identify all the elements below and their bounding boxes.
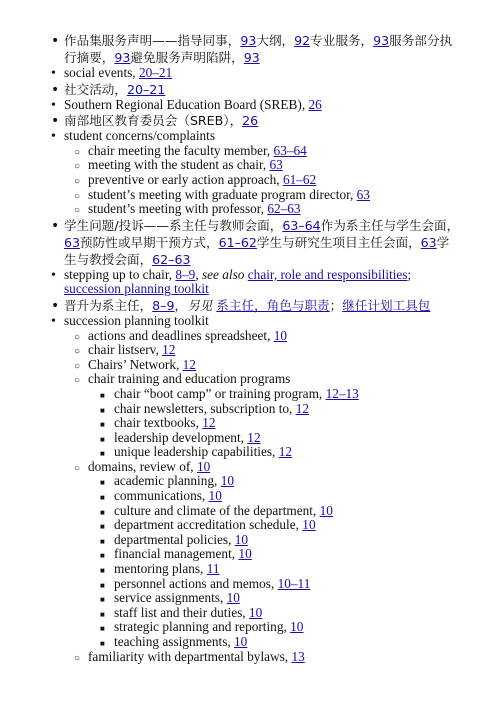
bullet-icon bbox=[51, 112, 59, 130]
bullet-icon bbox=[51, 297, 59, 315]
entry-text: 作为系主任与学生会面， bbox=[320, 217, 460, 233]
entry-text: chair listserv, bbox=[88, 342, 163, 358]
page-reference-link[interactable]: 10 bbox=[220, 473, 234, 489]
index-entry bbox=[64, 158, 460, 173]
index-entry bbox=[64, 144, 460, 159]
index-entry bbox=[64, 81, 460, 98]
page-reference-link[interactable]: 13 bbox=[291, 648, 305, 664]
index-entry bbox=[64, 112, 460, 129]
entry-text: unique leadership capabilities, bbox=[114, 444, 279, 460]
index-entry bbox=[64, 387, 460, 402]
index-entry bbox=[64, 372, 460, 387]
page-reference-link[interactable]: chair, role and responsibilities bbox=[247, 266, 408, 282]
bullet-icon bbox=[51, 98, 56, 114]
entry-text: , bbox=[195, 266, 202, 282]
page-reference-link[interactable]: 12 bbox=[162, 342, 176, 358]
page-reference-link[interactable]: 63–64 bbox=[282, 217, 321, 233]
index-entry bbox=[64, 547, 460, 562]
page-reference-link[interactable]: 93 bbox=[373, 33, 390, 48]
entry-text: strategic planning and reporting, bbox=[114, 619, 291, 635]
entry-text: academic planning, bbox=[114, 473, 221, 489]
index-entry bbox=[64, 577, 460, 592]
entry-text: 作品集服务声明——指导同事， bbox=[64, 33, 241, 48]
bullet-icon bbox=[51, 314, 56, 330]
page-reference-link[interactable]: 12 bbox=[182, 356, 196, 372]
index-entry bbox=[64, 518, 460, 533]
entry-text: student concerns/complaints bbox=[64, 128, 216, 144]
entry-text: student’s meeting with graduate program director, bbox=[88, 186, 357, 202]
index-entry bbox=[64, 173, 460, 188]
index-entry bbox=[64, 533, 460, 548]
index-entry bbox=[64, 358, 460, 373]
index-entry bbox=[64, 489, 460, 504]
entry-text: actions and deadlines spreadsheet, bbox=[88, 327, 274, 343]
entry-text: departmental policies, bbox=[114, 531, 235, 547]
page-reference-link[interactable]: 63 bbox=[356, 186, 370, 202]
index-entry bbox=[64, 474, 460, 489]
index-entry bbox=[64, 32, 460, 66]
entry-text: service assignments, bbox=[114, 590, 227, 606]
index-entry bbox=[64, 504, 460, 519]
entry-text: staff list and their duties, bbox=[114, 604, 249, 620]
page-reference-link[interactable]: 12 bbox=[278, 444, 292, 460]
entry-text: preventive or early action approach, bbox=[88, 171, 283, 187]
page-reference-link[interactable]: 10 bbox=[238, 546, 252, 562]
page-reference-link[interactable]: 10 bbox=[302, 517, 316, 533]
index-entry bbox=[64, 416, 460, 431]
bullet-icon bbox=[51, 268, 56, 284]
entry-text: domains, review of, bbox=[88, 458, 197, 474]
page-reference-link[interactable]: 93 bbox=[243, 50, 260, 65]
entry-text: leadership development, bbox=[114, 429, 248, 445]
index-entry bbox=[64, 635, 460, 650]
entry-text: teaching assignments, bbox=[114, 634, 235, 649]
entry-text: stepping up to chair, bbox=[64, 266, 176, 282]
page-reference-link[interactable]: 12–13 bbox=[325, 385, 359, 401]
page-reference-link[interactable]: 63 bbox=[64, 234, 81, 250]
page-reference-link[interactable]: 10–11 bbox=[277, 575, 311, 591]
entry-text: 学生问题/投诉——系主任与教师会面， bbox=[64, 217, 283, 233]
see-also-label: 另见 bbox=[187, 297, 213, 313]
page-reference-link[interactable]: 93 bbox=[114, 50, 131, 65]
entry-text: Chairs’ Network, bbox=[88, 356, 183, 372]
entry-text: 大纲， bbox=[256, 33, 295, 48]
entry-text: chair training and education programs bbox=[88, 371, 291, 387]
index-entry bbox=[64, 314, 460, 329]
bullet-icon bbox=[51, 217, 59, 235]
see-also-label: see also bbox=[201, 266, 245, 282]
page-reference-link[interactable]: succession planning toolkit bbox=[64, 281, 209, 297]
bullet-icon bbox=[51, 81, 59, 99]
page-reference-link[interactable]: 8–9 bbox=[152, 297, 175, 313]
page-reference-link[interactable]: 系主任，角色与职责 bbox=[216, 297, 330, 313]
index-entry bbox=[64, 202, 460, 217]
entry-text: 专业服务， bbox=[310, 33, 374, 48]
page-reference-link[interactable]: 10 bbox=[208, 488, 222, 504]
index-entry bbox=[64, 98, 460, 113]
entry-text: meeting with the student as chair, bbox=[88, 157, 270, 173]
entry-text: 预防性或早期干预方式， bbox=[80, 234, 219, 250]
entry-text: 服务部分执行摘要， bbox=[64, 33, 453, 65]
page-reference-link[interactable]: 62–63 bbox=[152, 251, 191, 267]
entry-text: student’s meeting with professor, bbox=[88, 201, 268, 217]
index-entry bbox=[64, 188, 460, 203]
index-entry bbox=[64, 329, 460, 344]
page-reference-link[interactable]: 20–21 bbox=[126, 81, 166, 97]
index-entry bbox=[64, 445, 460, 460]
entry-text: chair meeting the faculty member, bbox=[88, 142, 274, 158]
index-entry bbox=[64, 431, 460, 446]
entry-text: chair newsletters, subscription to, bbox=[114, 400, 296, 416]
page-reference-link[interactable]: 10 bbox=[248, 604, 263, 620]
entry-text: 南部地区教育委员会（SREB）， bbox=[64, 113, 243, 129]
page-reference-link[interactable]: 10 bbox=[226, 590, 240, 606]
page-reference-link[interactable]: 继任计划工具包 bbox=[342, 297, 431, 313]
entry-text: 避免服务声明陷阱， bbox=[130, 50, 244, 65]
page-reference-link[interactable]: 12 bbox=[295, 400, 309, 416]
entry-text: familiarity with departmental bylaws, bbox=[88, 648, 292, 664]
page-reference-link[interactable]: 11 bbox=[206, 561, 220, 577]
index-entry bbox=[64, 297, 460, 314]
page-reference-link[interactable]: 12 bbox=[247, 429, 261, 445]
entry-text: ， bbox=[174, 297, 188, 313]
entry-text: chair “boot camp” or training program, bbox=[114, 385, 326, 401]
entry-text: culture and climate of the department, bbox=[114, 502, 320, 518]
page-reference-link[interactable]: 62–63 bbox=[267, 201, 301, 217]
index-entry bbox=[64, 650, 460, 665]
page-reference-link[interactable]: 10 bbox=[273, 327, 288, 343]
page-reference-link[interactable]: 63 bbox=[420, 234, 437, 250]
page-reference-link[interactable]: 12 bbox=[202, 415, 216, 431]
bullet-icon bbox=[51, 32, 59, 50]
page-reference-link[interactable]: 26 bbox=[308, 96, 322, 112]
entry-text: 社交活动， bbox=[64, 81, 127, 97]
page-reference-link[interactable]: 10 bbox=[290, 619, 304, 635]
index-entry bbox=[64, 343, 460, 358]
bullet-icon bbox=[74, 650, 80, 667]
entry-text: ; bbox=[407, 266, 412, 282]
index-entry bbox=[64, 620, 460, 635]
page-reference-link[interactable]: 63–64 bbox=[273, 142, 307, 158]
entry-text: mentoring plans, bbox=[114, 561, 207, 577]
page-reference-link[interactable]: 20–21 bbox=[138, 65, 173, 80]
entry-text: ； bbox=[329, 297, 343, 313]
page-reference-link[interactable]: 26 bbox=[242, 113, 259, 129]
page-reference-link[interactable]: 92 bbox=[294, 33, 311, 48]
index-entry bbox=[64, 460, 460, 475]
index-entry bbox=[64, 217, 460, 268]
entry-text: 晋升为系主任， bbox=[64, 297, 153, 313]
entry-text: personnel actions and memos, bbox=[114, 575, 278, 591]
index-entry bbox=[64, 402, 460, 417]
entry-text: 学生与研究生项目主任会面， bbox=[256, 234, 421, 250]
index-entry bbox=[64, 268, 460, 297]
entry-text: financial management, bbox=[114, 546, 239, 562]
page-reference-link[interactable]: 8–9 bbox=[175, 266, 196, 282]
bullet-icon bbox=[51, 129, 56, 145]
entry-text: department accreditation schedule, bbox=[114, 517, 303, 533]
index-entry bbox=[64, 66, 460, 81]
page-reference-link[interactable]: 61–62 bbox=[218, 234, 257, 250]
entry-text: chair textbooks, bbox=[114, 415, 203, 431]
page-reference-link[interactable]: 10 bbox=[234, 634, 248, 649]
page-reference-link[interactable]: 63 bbox=[269, 157, 283, 173]
entry-text: succession planning toolkit bbox=[64, 312, 209, 328]
page-reference-link[interactable]: 10 bbox=[234, 531, 249, 547]
index-entry bbox=[64, 591, 460, 606]
entry-text: Southern Regional Education Board (SREB), bbox=[64, 96, 309, 112]
entry-text: communications, bbox=[114, 488, 209, 504]
entry-text: social events, bbox=[64, 65, 139, 80]
page-reference-link[interactable]: 93 bbox=[240, 33, 257, 48]
index-entry bbox=[64, 606, 460, 621]
page-reference-link[interactable]: 10 bbox=[319, 502, 333, 518]
entry-text: 学生与教授会面， bbox=[64, 234, 450, 267]
index-entry bbox=[64, 129, 460, 144]
index-entry bbox=[64, 562, 460, 577]
page-reference-link[interactable]: 61–62 bbox=[282, 171, 317, 187]
bullet-icon bbox=[51, 66, 56, 82]
page-reference-link[interactable]: 10 bbox=[196, 458, 211, 474]
